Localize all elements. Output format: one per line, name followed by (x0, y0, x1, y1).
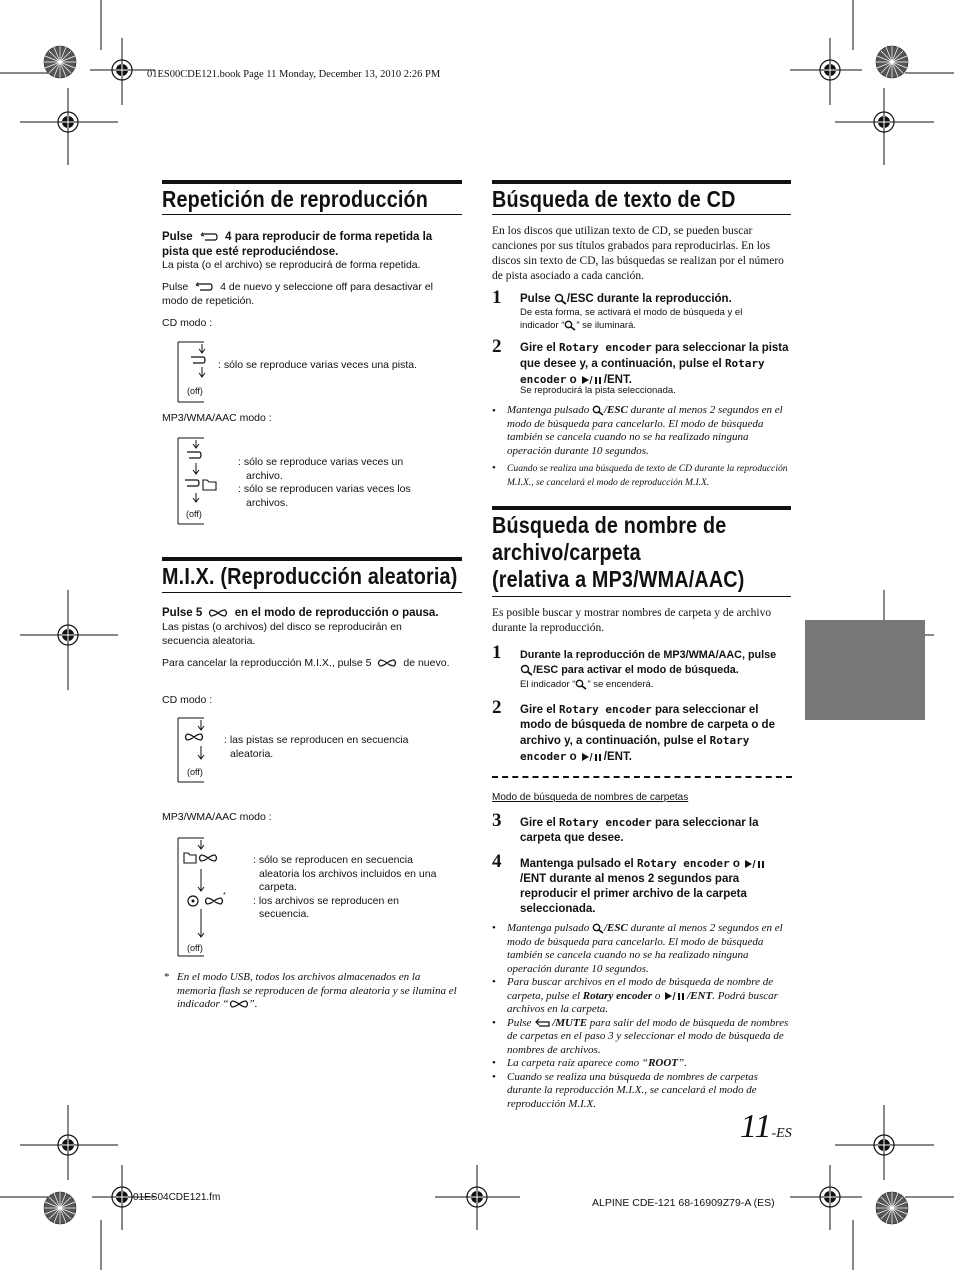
s4-bullet3: • Pulse /MUTE para salir del modo de búsqueda de nombres de carpetas en el paso 3 y seleccionar el modo de búsqueda de nombres de archivos. (492, 1016, 789, 1056)
print-info: 01ES00CDE121.book Page 11 Monday, December 13, 2010 2:26 PM (147, 69, 441, 80)
s2-mp3-diagram (174, 836, 234, 960)
s1-mp3-mode: MP3/WMA/AAC modo : (162, 412, 272, 424)
s4-step2: Gire el Rotary encoder para seleccionar el modo de búsqueda de nombre de carpeta o de archivo y, a continuación, pulse el Rotary encoder o /ENT. (520, 703, 775, 763)
s4-step3: Gire el Rotary encoder para seleccionar la carpeta que desee. (520, 816, 759, 844)
repeat-icon (194, 282, 214, 292)
footer-left: 01ES04CDE121.fm (133, 1192, 221, 1203)
s1-cd-mode: CD modo : (162, 317, 213, 329)
search-icon (592, 405, 604, 416)
section1-title: Repetición de reproducción (162, 186, 429, 212)
return-icon (534, 1018, 552, 1028)
search-icon (564, 320, 576, 331)
play-pause-icon (580, 752, 604, 762)
s4-bullet1: • Mantenga pulsado /ESC durante al menos 2 segundos en el modo de búsqueda para cancelarlo. El modo de búsqueda también se cancela cuando no se ha realizado ninguna operación durante 10 segundos. (492, 922, 783, 975)
dashed-divider (492, 776, 792, 778)
s4-step4: Mantenga pulsado el Rotary encoder o /ENT durante al menos 2 segundos para reproducir el primer archivo de la carpeta seleccionada. (520, 856, 792, 917)
play-pause-icon (743, 859, 767, 869)
s3-step1-note: De esta forma, se activará el modo de búsqueda y el indicador “ ” se iluminará. (520, 307, 743, 331)
s4-step3-num: 3 (492, 810, 502, 831)
s2-instruction: Pulse 5 en el modo de reproducción o pausa. (162, 607, 439, 619)
s3-bullet1: Mantenga pulsado /ESC durante al menos 2 segundos en el modo de búsqueda para cancelarlo. El modo de búsqueda también se cancela cuando no se ha realizado ninguna operación durante 10 segundos. (507, 404, 783, 457)
section3-title: Búsqueda de texto de CD (492, 186, 736, 212)
s4-intro: Es posible buscar y mostrar nombres de carpeta y de archivo durante la reproducción. (492, 607, 772, 634)
s1-cancel: Pulse 4 de nuevo y seleccione off para desactivar el modo de repetición. (162, 281, 433, 307)
search-icon (575, 679, 587, 690)
s4-step1: Durante la reproducción de MP3/WMA/AAC, pulse /ESC para activar el modo de búsqueda. (520, 649, 777, 676)
section3-title-underline (492, 214, 791, 215)
s4-step1-note: El indicador “ ” se encenderá. (520, 679, 654, 691)
search-icon (554, 293, 567, 305)
s3-step2-note: Se reproducirá la pista seleccionada. (520, 385, 676, 396)
s1-mp3-off: (off) (186, 509, 202, 519)
section4-rule (492, 506, 791, 510)
s2-cd-off: (off) (187, 767, 203, 777)
section4-title: Búsqueda de nombre de archivo/carpeta (relativa a MP3/WMA/AAC) (492, 512, 745, 592)
s3-intro: En los discos que utilizan texto de CD, se pueden buscar canciones por sus títulos grabados para reproducirlas. En los discos sin texto de CD, las búsquedas se realizan por el número de pista asociado a cada canción. (492, 225, 784, 282)
s1-result: La pista (o el archivo) se reproducirá de forma repetida. (162, 259, 421, 271)
s1-cd-desc: : sólo se reproduce varias veces una pista. (218, 359, 418, 371)
section2-title-underline (162, 592, 462, 593)
s3-step1-num: 1 (492, 287, 502, 308)
s2-mp3-mode: MP3/WMA/AAC modo : (162, 811, 272, 823)
section1-title-underline (162, 214, 462, 215)
s1-mp3-desc1: : sólo se reproduce varias veces un archivo. : sólo se reproducen varias veces los archivos. (238, 456, 411, 509)
repeat-icon (199, 232, 219, 242)
search-icon (592, 923, 604, 934)
s2-cd-mode: CD modo : (162, 694, 213, 706)
s4-step4-num: 4 (492, 851, 502, 872)
s2-footnote-mark: * (164, 971, 170, 983)
s3-step1: Pulse /ESC durante la reproducción. (520, 293, 732, 305)
s1-cd-off: (off) (187, 386, 203, 396)
search-icon (520, 664, 533, 676)
s4-step1-num: 1 (492, 642, 502, 663)
s2-mp3-desc1: : sólo se reproducen en secuencia aleatoria los archivos incluidos en una carpeta. : los archivos se reproducen en secuencia. (253, 854, 437, 920)
page-number: 11-ES (740, 1108, 792, 1145)
s4-bullet2: • Para buscar archivos en el modo de búsqueda de nombre de carpeta, pulse el Rotary encoder o /ENT. Podrá buscar archivos en la carpeta. (492, 976, 778, 1015)
section4-title-underline (492, 596, 791, 597)
s2-result: Las pistas (o archivos) del disco se reproducirán en secuencia aleatoria. (162, 621, 402, 647)
shuffle-icon (377, 658, 397, 668)
s3-bullet2-dot: • (492, 462, 496, 474)
s4-subheading: Modo de búsqueda de nombres de carpetas (492, 792, 689, 803)
s3-bullet2: Cuando se realiza una búsqueda de texto de CD durante la reproducción M.I.X., se cancelará el modo de reproducción M.I.X. (507, 463, 788, 488)
s2-footnote: En el modo USB, todos los archivos almacenados en la memoria flash se reproducen de forma aleatoria y se ilumina el indicador “ ”. (177, 971, 457, 1010)
shuffle-icon (229, 999, 249, 1009)
s4-bullet4: • La carpeta raíz aparece como “ROOT”. (492, 1057, 687, 1069)
section2-title: M.I.X. (Reproducción aleatoria) (162, 563, 458, 589)
s2-cancel: Para cancelar la reproducción M.I.X., pulse 5 de nuevo. (162, 657, 450, 669)
s4-bullet5: • Cuando se realiza una búsqueda de nombres de carpetas durante la reproducción M.I.X., se cancelará el modo de reproducción M.I.X. (492, 1070, 758, 1110)
s3-bullet1-dot: • (492, 405, 496, 417)
s3-step2-num: 2 (492, 336, 502, 357)
side-tab (805, 620, 925, 720)
s2-cd-desc: : las pistas se reproducen en secuencia aleatoria. (224, 734, 409, 760)
section1-rule (162, 180, 462, 184)
play-pause-icon (663, 991, 687, 1001)
footer-right: ALPINE CDE-121 68-16909Z79-A (ES) (592, 1197, 775, 1209)
shuffle-icon (208, 608, 228, 618)
section2-rule (162, 557, 462, 561)
s4-step2-num: 2 (492, 697, 502, 718)
s1-instruction: Pulse 4 para reproducir de forma repetida la pista que esté reproduciéndose. (162, 231, 433, 258)
section3-rule (492, 180, 791, 184)
s3-step2: Gire el Rotary encoder para seleccionar la pista que desee y, a continuación, pulse el Rotary encoder o /ENT. (520, 341, 789, 386)
s4-bullets (492, 922, 792, 1111)
svg-text:*: * (223, 892, 226, 899)
play-pause-icon (580, 375, 604, 385)
s2-mp3-off: (off) (187, 943, 203, 953)
